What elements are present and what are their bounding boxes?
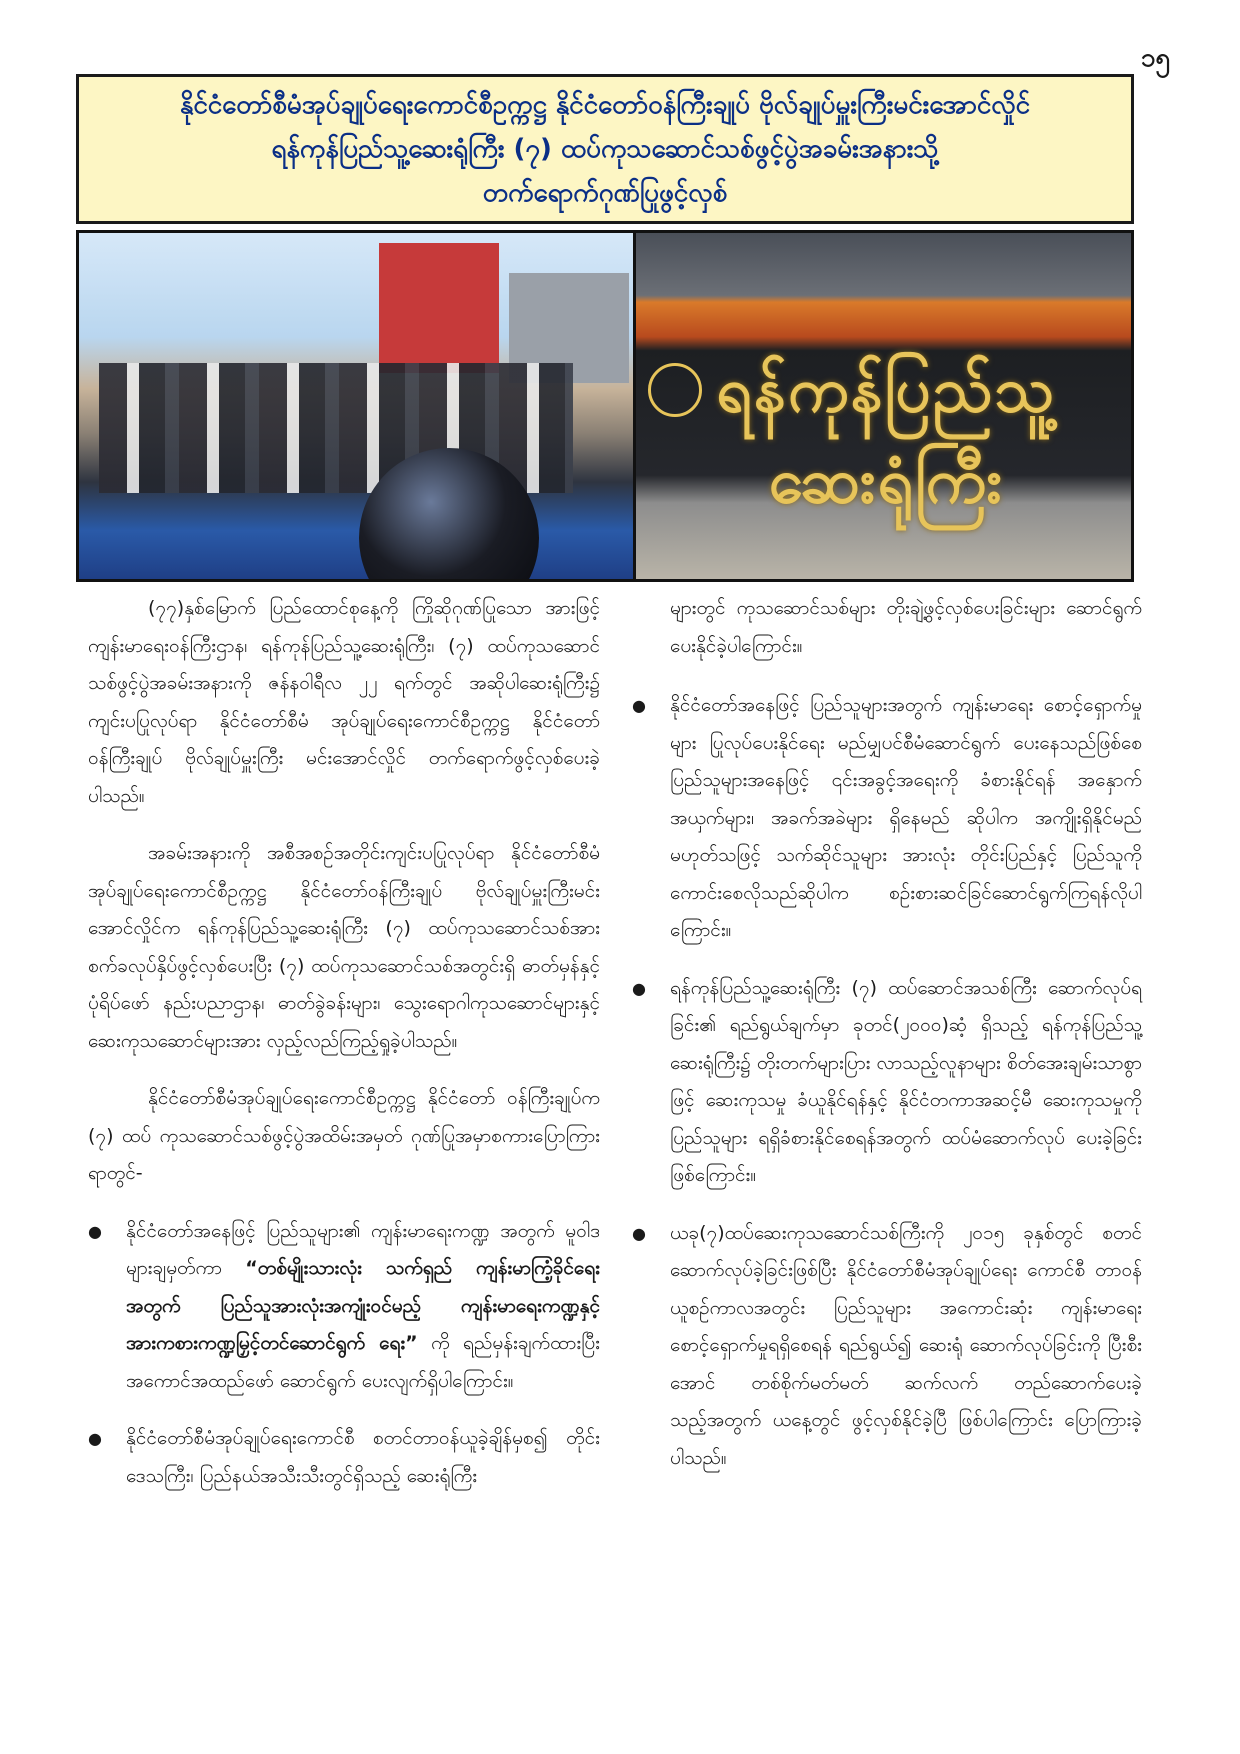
bullet-item-2: ● နိုင်ငံတော်စီမံအုပ်ချုပ်ရေးကောင်စီ စတင်တာဝန်ယူခဲ့ချိန်မှစ၍ တိုင်းဒေသကြီး၊ ပြည်နယ်အသီးသီးတွင်ရှိသည့် ဆေးရုံကြီး (88, 1420, 600, 1495)
headline-line-1: နိုင်ငံတော်စီမံအုပ်ချုပ်ရေးကောင်စီဥက္ကဋ္ဌ နိုင်ငံတော်ဝန်ကြီးချုပ် ဗိုလ်ချုပ်မှူးကြီးမင်းအောင်လှိုင် (179, 90, 1031, 120)
left-column (88, 590, 600, 1515)
page-number: ၁၅ (1140, 43, 1170, 73)
bullet-item-5: ● ယခု(၇)ထပ်ဆေးကုသဆောင်သစ်ကြီးကို ၂၀၁၅ ခုနှစ်တွင် စတင်ဆောက်လုပ်ခဲ့ခြင်းဖြစ်ပြီး နိုင်ငံတော်စီမံအုပ်ချုပ်ရေး ကောင်စီ တာဝန်ယူစဉ်ကာလအတွင်း ပြည်သူများ အကောင်းဆုံး ကျန်းမာရေးစောင့်ရှောက်မှုရရှိစေရန် ရည်ရွယ်၍ ဆေးရုံ ဆောက်လုပ်ခြင်းကို ပြီးစီးအောင် တစ်စိုက်မတ်မတ် ဆက်လက် တည်ဆောက်ပေးခဲ့သည့်အတွက် ယနေ့တွင် ဖွင့်လှစ်နိုင်ခဲ့ပြီ ဖြစ်ပါကြောင်း ပြောကြားခဲ့ပါသည်။ (632, 1215, 1142, 1478)
ceremony-photo (79, 233, 633, 579)
hospital-sign-text: ရန်ကုန်ပြည်သူ့ဆေးရုံကြီး (716, 353, 1057, 517)
headline-line-2: ရန်ကုန်ပြည်သူ့ဆေးရုံကြီး (၇) ထပ်ကုသဆောင်သစ်ဖွင့်ပွဲအခမ်းအနားသို့ (271, 134, 939, 164)
photo-strip (76, 230, 1134, 582)
headline-line-3: တက်ရောက်ဂုဏ်ပြုဖွင့်လှစ် (482, 178, 728, 208)
headline-box (76, 74, 1134, 224)
paragraph-3: နိုင်ငံတော်စီမံအုပ်ချုပ်ရေးကောင်စီဥက္ကဋ္ဌ နိုင်ငံတော် ဝန်ကြီးချုပ်က (၇) ထပ် ကုသဆောင်သစ်ဖွင့်ပွဲအထိမ်းအမှတ် ဂုဏ်ပြုအမှာစကားပြောကြားရာတွင်- (88, 1087, 600, 1184)
paragraph-2: အခမ်းအနားကို အစီအစဉ်အတိုင်းကျင်းပပြုလုပ်ရာ နိုင်ငံတော်စီမံအုပ်ချုပ်ရေးကောင်စီဥက္ကဋ္ဌ နိုင်ငံတော်ဝန်ကြီးချုပ် ဗိုလ်ချုပ်မှူးကြီးမင်းအောင်လှိုင်က ရန်ကုန်ပြည်သူ့ဆေးရုံကြီး (၇) ထပ်ကုသဆောင်သစ်အား စက်ခလုပ်နှိပ်ဖွင့်လှစ်ပေးပြီး (၇) ထပ်ကုသဆောင်သစ်အတွင်းရှိ ဓာတ်မှန်နှင့် ပုံရိပ်ဖော် နည်းပညာဌာန၊ ဓာတ်ခွဲခန်းများ၊ သွေးရောဂါကုသဆောင်များနှင့် ဆေးကုသဆောင်များအား လှည့်လည်ကြည့်ရှုခဲ့ပါသည်။ (88, 842, 600, 1052)
building-shape (379, 243, 499, 373)
bullet-item-1 (88, 1213, 600, 1401)
hospital-sign-photo (636, 233, 1131, 579)
right-column (632, 590, 1142, 1497)
continued-paragraph: များတွင် ကုသဆောင်သစ်များ တိုးချဲ့ဖွင့်လှစ်ပေးခြင်းများ ဆောင်ရွက်ပေးနိုင်ခဲ့ပါကြောင်း။ (670, 597, 1142, 657)
left-bullet-list (88, 1213, 600, 1496)
bullet-1-quote: “တစ်မျိုးသားလုံး သက်ရှည် ကျန်းမာကြံ့ခိုင်ရေးအတွက် ပြည်သူအားလုံးအကျုံးဝင်မည့် ကျန်းမာရေးကဏ္ဍနှင့် အားကစားကဏ္ဍမြှင့်တင်ဆောင်ရွက် ရေး” (126, 1257, 600, 1354)
paragraph-1: (၇၇)နှစ်မြောက် ပြည်ထောင်စုနေ့ကို ကြိုဆိုဂုဏ်ပြုသော အားဖြင့် ကျန်းမာရေးဝန်ကြီးဌာန၊ ရန်ကုန်ပြည်သူ့ဆေးရုံကြီး၊ (၇) ထပ်ကုသဆောင်သစ်ဖွင့်ပွဲအခမ်းအနားကို ဇန်နဝါရီလ ၂၂ ရက်တွင် အဆိုပါဆေးရုံကြီး၌ ကျင်းပပြုလုပ်ရာ နိုင်ငံတော်စီမံ အုပ်ချုပ်ရေးကောင်စီဥက္ကဋ္ဌ နိုင်ငံတော်ဝန်ကြီးချုပ် ဗိုလ်ချုပ်မှူးကြီး မင်းအောင်လှိုင် တက်ရောက်ဖွင့်လှစ်ပေးခဲ့ပါသည်။ (88, 597, 600, 807)
bullet-1-end: ကို ရည်မှန်းချက်ထားပြီး အကောင်အထည်ဖော် ဆောင်ရွက် ပေးလျက်ရှိပါကြောင်း။ (126, 1332, 600, 1392)
bullet-item-4: ● ရန်ကုန်ပြည်သူ့ဆေးရုံကြီး (၇) ထပ်ဆောင်အသစ်ကြီး ဆောက်လုပ်ရခြင်း၏ ရည်ရွယ်ချက်မှာ ခုတင်(၂၀၀၀)ဆံ့ ရှိသည့် ရန်ကုန်ပြည်သူ့ဆေးရုံကြီး၌ တိုးတက်များပြား လာသည့်လူနာများ စိတ်အေးချမ်းသာစွာဖြင့် ဆေးကုသမှု ခံယူနိုင်ရန်နှင့် နိုင်ငံတကာအဆင့်မီ ဆေးကုသမှုကို ပြည်သူများ ရရှိခံစားနိုင်စေရန်အတွက် ထပ်မံဆောက်လုပ် ပေးခဲ့ခြင်းဖြစ်ကြောင်း။ (632, 970, 1142, 1195)
right-bullet-list (632, 687, 1142, 1477)
bullet-1-start: နိုင်ငံတော်အနေဖြင့် ပြည်သူများ၏ ကျန်းမာရေးကဏ္ဍ အတွက် မူဝါဒများချမှတ်ကာ (126, 1219, 600, 1279)
bullet-item-3: ● နိုင်ငံတော်အနေဖြင့် ပြည်သူများအတွက် ကျန်းမာရေး စောင့်ရှောက်မှုများ ပြုလုပ်ပေးနိုင်ရေး မည်မျှပင်စီမံဆောင်ရွက် ပေးနေသည်ဖြစ်စေ ပြည်သူများအနေဖြင့် ၎င်းအခွင့်အရေးကို ခံစားနိုင်ရန် အနှောက်အယှက်များ၊ အခက်အခဲများ ရှိနေမည် ဆိုပါက အကျိုးရှိနိုင်မည်မဟုတ်သဖြင့် သက်ဆိုင်သူများ အားလုံး တိုင်းပြည်နှင့် ပြည်သူကို ကောင်းစေလိုသည်ဆိုပါက စဉ်းစားဆင်ခြင်ဆောင်ရွက်ကြရန်လိုပါကြောင်း။ (632, 687, 1142, 950)
